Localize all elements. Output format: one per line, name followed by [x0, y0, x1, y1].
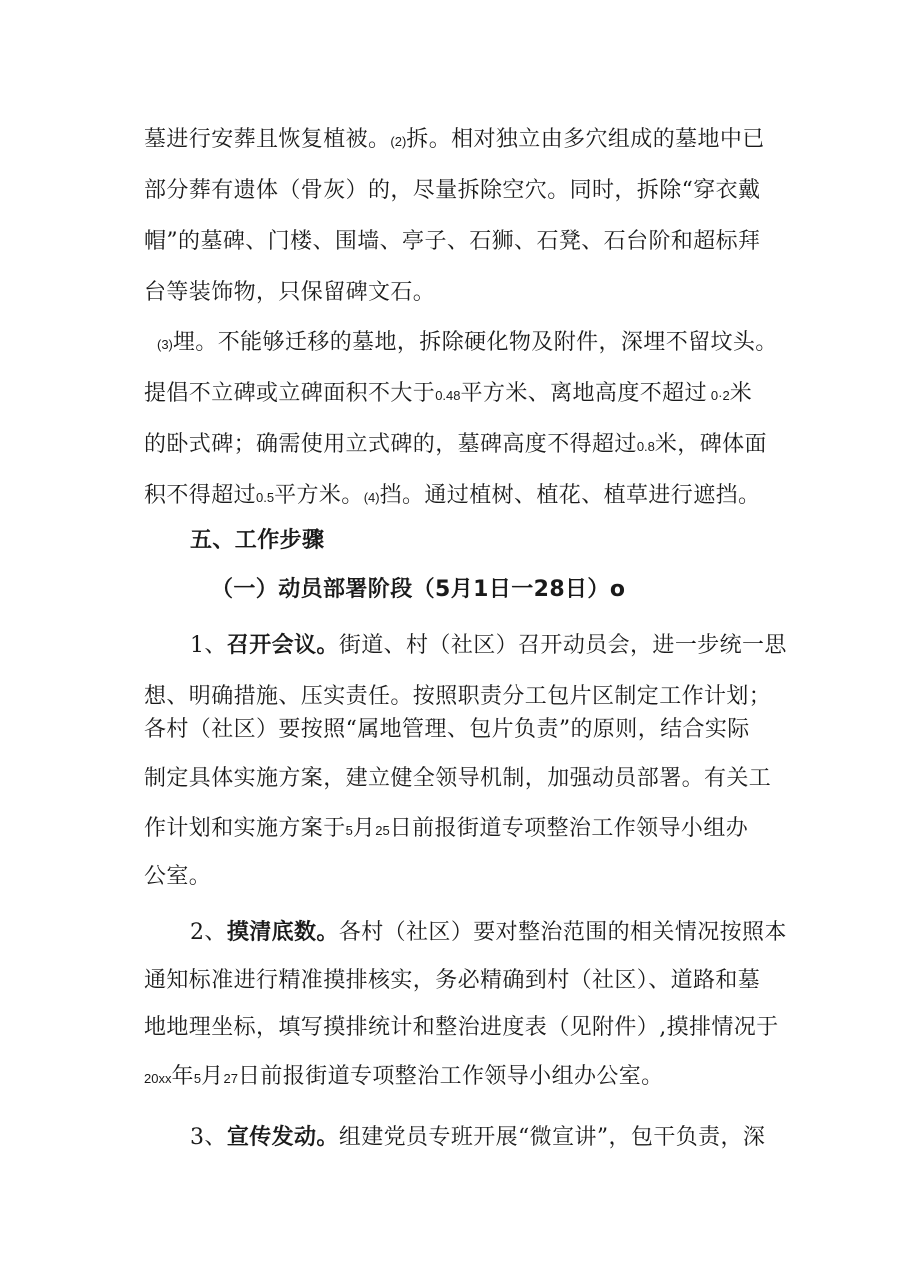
text-run: 组建党员专班开展“微宣讲”，包干负责，深 [338, 1125, 766, 1150]
number-value: 20xx [144, 1071, 172, 1086]
text-run: 公室。 [144, 864, 212, 889]
paragraph-line [144, 278, 435, 308]
item-number: (2) [390, 134, 407, 149]
text-run: 米 [729, 381, 753, 406]
item-title: 摸清底数。 [226, 920, 339, 945]
text-run: 月 [201, 1064, 224, 1089]
text-run: 挡。通过植树、植花、植草进行遮挡。 [379, 483, 761, 508]
subsection-heading [211, 575, 625, 605]
paragraph-line [144, 814, 748, 844]
paragraph-line [144, 125, 765, 155]
item-title: 宣传发动。 [226, 1125, 339, 1150]
number-value: 25 [375, 823, 390, 838]
paragraph-line [144, 1062, 664, 1092]
number-value: 0.8 [636, 439, 655, 454]
heading-text: 五、工作步骤 [190, 528, 325, 553]
number-value: 0·2 [710, 388, 730, 403]
paragraph-line [144, 227, 760, 257]
text-run: 通知标准进行精准摸排核实，务必精确到村（社区）、道路和墓 [144, 968, 761, 993]
paragraph-line [144, 379, 752, 409]
paragraph-line [157, 328, 778, 358]
item-number: 3、 [190, 1125, 227, 1150]
text-run: 积不得超过 [144, 483, 257, 508]
number-value: 0.5 [256, 490, 275, 505]
text-run: 埋。不能够迁移的墓地，拆除硬化物及附件，深埋不留坟头。 [172, 330, 778, 355]
text-run: 部分葬有遗体（骨灰）的，尽量拆除空穴。同时，拆除“穿衣戴 [144, 178, 761, 203]
paragraph-line [144, 862, 211, 892]
text-run: 想、明确措施、压实责任。按照职责分工包片区制定工作计划； [144, 684, 772, 709]
item-number: (4) [363, 490, 380, 505]
text-run: 月 [352, 816, 376, 841]
text-run: 提倡不立碑或立碑面积不大于 [144, 381, 436, 406]
paragraph-line [144, 764, 771, 794]
item-number: (3) [157, 337, 173, 352]
text-run: 日前报街道专项整治工作领导小组办 [389, 816, 749, 841]
text-run: 帽”的墓碑、门楼、围墙、亭子、石狮、石凳、石台阶和超标拜 [144, 229, 761, 254]
text-run: 地地理坐标，填写摸排统计和整治进度表（见附件）,摸排情况于 [144, 1015, 779, 1040]
text-run: 年 [171, 1064, 194, 1089]
paragraph-line [144, 176, 760, 206]
text-run: 制定具体实施方案，建立健全领导机制，加强动员部署。有关工 [144, 766, 772, 791]
text-run: 日前报街道专项整治工作领导小组办公室。 [237, 1064, 664, 1089]
section-heading [190, 526, 324, 556]
number-value: 0.48 [435, 388, 461, 403]
paragraph-line [190, 631, 787, 661]
item-title: 召开会议。 [226, 633, 339, 658]
paragraph-line [190, 918, 787, 948]
paragraph-line [144, 481, 760, 511]
text-run: 米，碑体面 [654, 432, 767, 457]
text-run: 平方米。 [274, 483, 364, 508]
number-value: 5 [193, 1071, 202, 1086]
number-value: 27 [223, 1071, 238, 1086]
text-run: 街道、村（社区）召开动员会，进一步统一思 [338, 633, 787, 658]
item-number: 1、 [190, 633, 227, 658]
paragraph-line [144, 966, 760, 996]
item-number: 2、 [190, 920, 227, 945]
text-run: 拆。相对独立由多穴组成的墓地中已 [406, 127, 765, 152]
text-run: 的卧式碑；确需使用立式碑的，墓碑高度不得超过 [144, 432, 637, 457]
heading-text: （一）动员部署阶段（5月1日一28日）o [211, 577, 626, 602]
text-run: 作计划和实施方案于 [144, 816, 346, 841]
text-run: 平方米、离地高度不超过 [460, 381, 707, 406]
paragraph-line [144, 1013, 779, 1043]
text-run: 各村（社区）要按照“属地管理、包片负责”的原则，结合实际 [144, 717, 750, 742]
number-value: 5 [345, 823, 353, 838]
paragraph-line [144, 715, 750, 745]
paragraph-line [190, 1123, 765, 1153]
paragraph-line [144, 430, 767, 460]
text-run: 台等装饰物，只保留碑文石。 [144, 280, 436, 305]
text-run: 墓进行安葬且恢复植被。 [144, 127, 391, 152]
text-run: 各村（社区）要对整治范围的相关情况按照本 [338, 920, 787, 945]
paragraph-line [144, 682, 771, 712]
